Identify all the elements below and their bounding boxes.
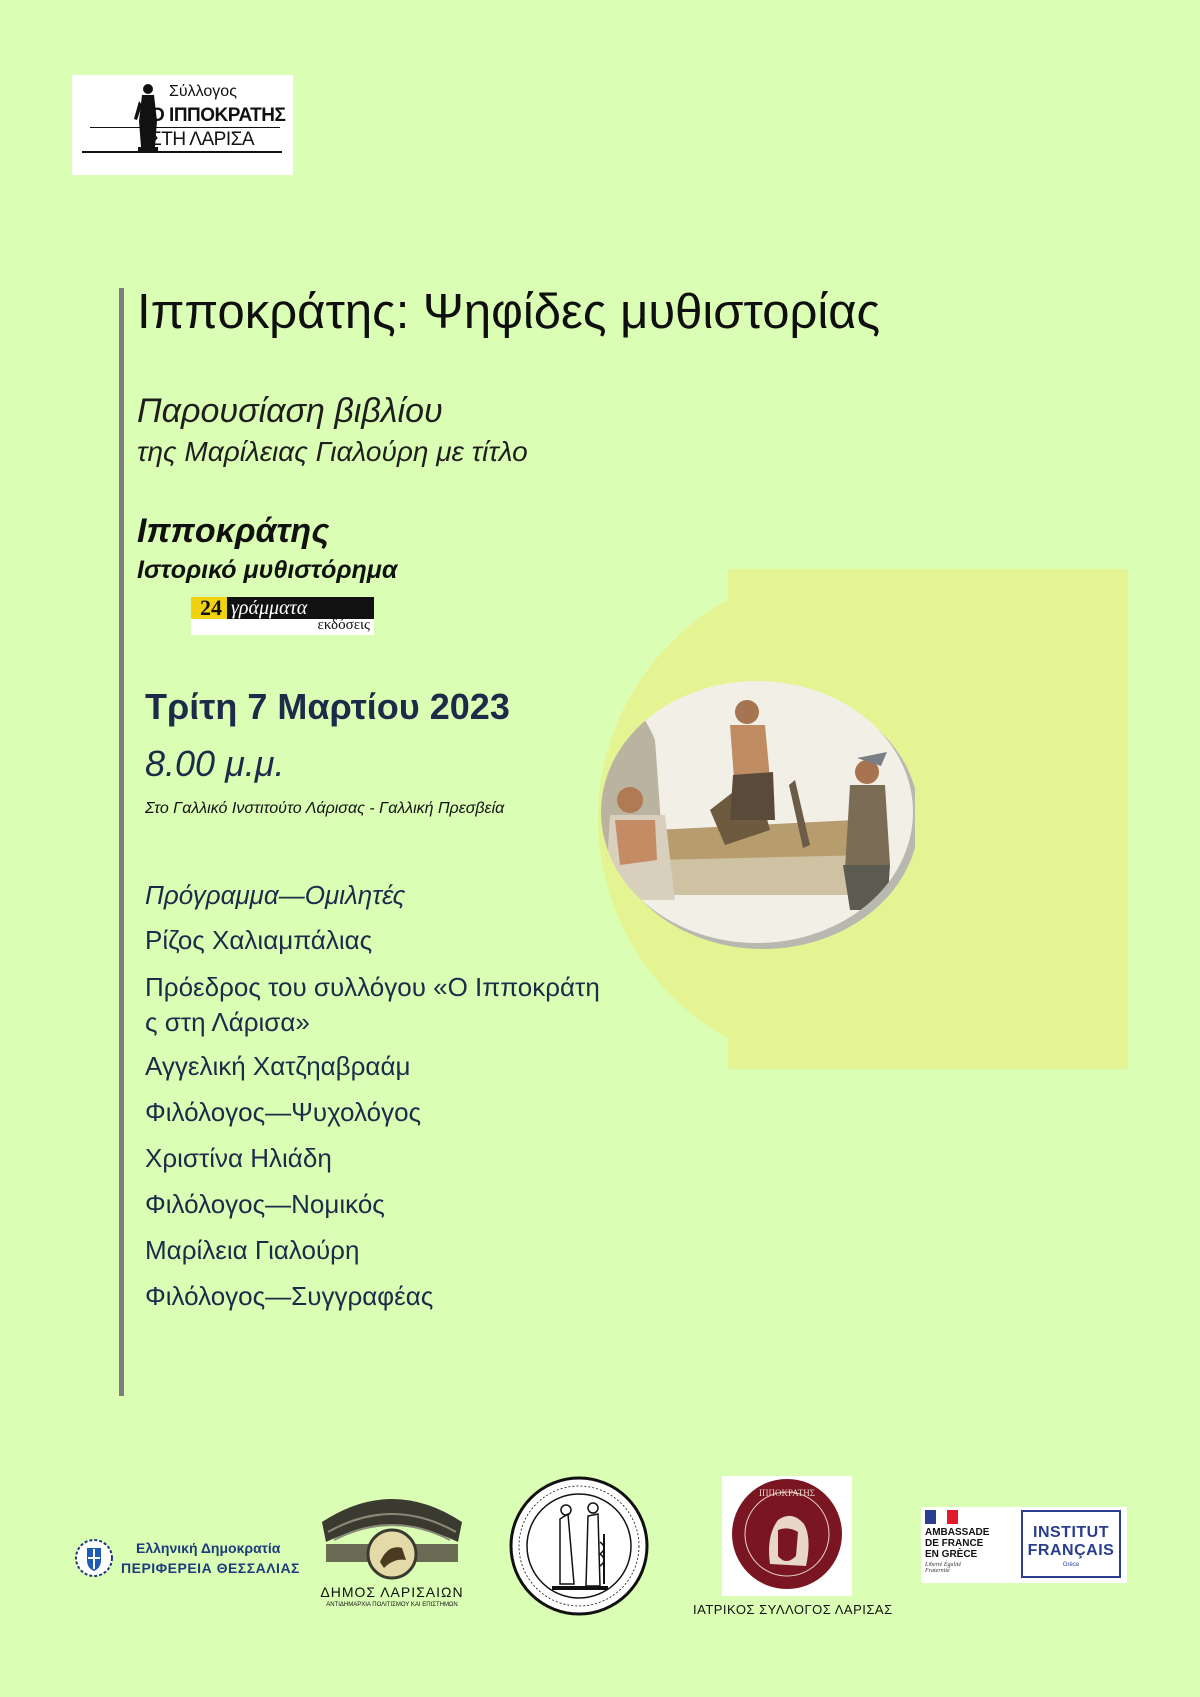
speaker-name: Χριστίνα Ηλιάδη [145, 1143, 332, 1173]
logo-line-1: Σύλλογος [169, 83, 237, 100]
embassy-line-3: EN GRÈCE [925, 1549, 978, 1560]
publisher-sub: εκδόσεις [317, 617, 370, 633]
speaker-role: Φιλόλογος—Νομικός [145, 1189, 385, 1219]
institut-francais-logo [1017, 1507, 1127, 1583]
embassy-motto: Liberté Égalité Fraternité [925, 1562, 962, 1574]
municipality-name: ΔΗΜΟΣ ΛΑΡΙΣΑΙΩΝ [320, 1584, 464, 1600]
mosaic-image [595, 680, 915, 950]
municipality-sub: ΑΝΤΙΔΗΜΑΡΧΙΑ ΠΟΛΙΤΙΣΜΟΥ ΚΑΙ ΕΠΙΣΤΗΜΩΝ [326, 1602, 458, 1608]
subtitle-line-2: της Μαρίλειας Γιαλούρη με τίτλο [137, 436, 528, 467]
speaker-name: Ρίζος Χαλιαμπάλιας [145, 925, 373, 955]
embassy-logo [921, 1507, 1017, 1583]
french-flag-icon [925, 1510, 958, 1524]
embassy-line-1: AMBASSADE [925, 1527, 990, 1538]
institut-line-1: INSTITUT [1033, 1524, 1109, 1541]
event-date: Τρίτη 7 Μαρτίου 2023 [145, 686, 510, 727]
medical-society-seal [722, 1476, 852, 1596]
speaker-name: Μαρίλεια Γιαλούρη [145, 1235, 360, 1265]
medical-society-caption: ΙΑΤΡΙΚΟΣ ΣΥΛΛΟΓΟΣ ΛΑΡΙΣΑΣ [693, 1602, 893, 1617]
region-line-1: Ελληνική Δημοκρατία [136, 1540, 281, 1556]
svg-text:ΙΠΠΟΚΡΑΤΗΣ: ΙΠΠΟΚΡΑΤΗΣ [759, 1488, 815, 1498]
institut-line-2: FRANÇAIS [1027, 1542, 1115, 1559]
speaker-role: Φιλόλογος—Ψυχολόγος [145, 1097, 422, 1127]
event-venue: Στο Γαλλικό Ινστιτούτο Λάρισας - Γαλλική Πρεσβεία [145, 800, 505, 817]
institut-line-3: Grèce [1062, 1562, 1080, 1568]
theatre-coin-icon [318, 1482, 466, 1582]
medical-school-seal [508, 1474, 650, 1619]
event-time: 8.00 μ.μ. [145, 743, 285, 784]
page-title: Ιπποκράτης: Ψηφίδες μυθιστορίας [137, 285, 881, 339]
vertical-rule [119, 288, 124, 1396]
speaker-role: ς στη Λάρισα» [145, 1007, 310, 1037]
publisher-number: 24 [191, 597, 231, 619]
publisher-logo [191, 597, 374, 635]
embassy-line-2: DE FRANCE [925, 1538, 984, 1549]
association-logo [72, 75, 293, 175]
municipality-larissa-logo [318, 1482, 466, 1612]
book-genre: Ιστορικό μυθιστόρημα [137, 556, 398, 584]
speaker-role: Φιλόλογος—Συγγραφέας [145, 1281, 434, 1311]
region-line-2: ΠΕΡΙΦΕΡΕΙΑ ΘΕΣΣΑΛΙΑΣ [121, 1560, 300, 1576]
logo-line-3: ΣΤΗ ΛΑΡΙΣΑ [150, 129, 255, 150]
book-title: Ιπποκράτης [137, 512, 330, 550]
greek-emblem-icon [74, 1538, 114, 1578]
publisher-name: γράμματα [227, 597, 374, 619]
logo-line-2: Ο ΙΠΠΟΚΡΑΤΗΣ [150, 105, 286, 126]
program-heading: Πρόγραμμα—Ομιλητές [145, 880, 406, 910]
speaker-name: Αγγελική Χατζηαβραάμ [145, 1051, 411, 1081]
subtitle-line-1: Παρουσίαση βιβλίου [137, 392, 443, 430]
speaker-role: Πρόεδρος του συλλόγου «Ο Ιπποκράτη [145, 972, 600, 1002]
